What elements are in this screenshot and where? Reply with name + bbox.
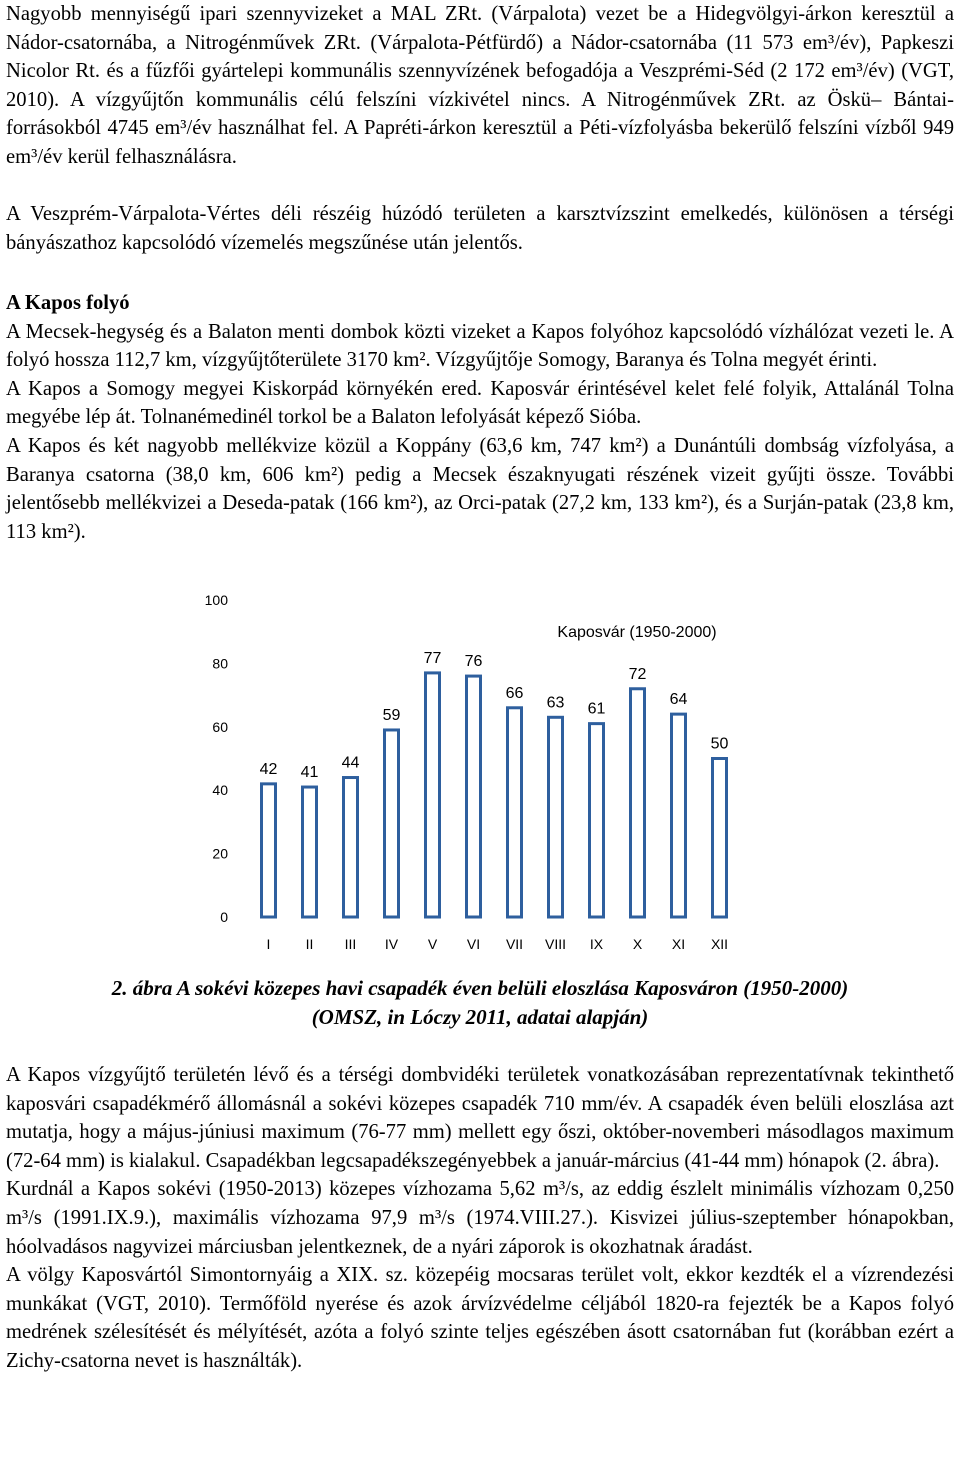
text-paragraph-7: Kurdnál a Kapos sokévi (1950-2013) közepes vízhozama 5,62 m³/s, az eddig észlelt minimális vízhozam 0,250 m³/s (1991.IX.9.), maximális vízhozama 97,9 m³/s (1974.VIII.27.). Kisvizei július-szeptember hónapokban, hóolvadásos nagyvizei márciusban jelentkeznek, de a nyári záporok is okozhatnak áradást. [6, 1178, 954, 1258]
x-tick-label: I [266, 936, 271, 952]
bar-value-label: 76 [464, 653, 483, 671]
bar-XII [713, 759, 727, 918]
bar-value-label: 41 [300, 764, 319, 782]
bar-value-label: 66 [505, 684, 524, 702]
bar-value-label: 44 [341, 754, 360, 772]
y-tick-label: 60 [212, 718, 228, 735]
x-tick-label: VIII [544, 936, 567, 952]
text-paragraph-3: A Mecsek-hegység és a Balaton menti dombok közti vizeket a Kapos folyóhoz kapcsolódó vízhálózat vezeti le. A folyó hossza 112,7 km, vízgyűjtőterülete 3170 km². Vízgyűjtője Somogy, Baranya és Tolna megyét érinti. [6, 320, 954, 372]
bar-X [631, 689, 645, 917]
section-precipitation [6, 1061, 954, 1376]
bar-value-label: 72 [628, 665, 647, 683]
x-tick-label: IV [384, 936, 399, 952]
y-axis-ticks [205, 592, 229, 925]
bar-VI [467, 676, 481, 917]
x-tick-label: XII [710, 936, 729, 952]
bars-group [259, 673, 727, 917]
text-paragraph-6: A Kapos vízgyűjtő területén lévő és a térségi dombvidéki területek vonatkozásában reprezentatívnak tekinthető kaposvári csapadékmérő állomásnál a sokévi közepes csapadék 710 mm/év. A csapadék éven belüli eloszlása azt mutatja, hogy a május-júniusi maximum (76-77 mm) mellett egy őszi, október-novemberi másodlagos maximum (72-64 mm) is kialakul. Csapadékban legcsapadékszegényebbek a január-március (41-44 mm) hónapok (2. ábra). [6, 1064, 954, 1172]
paragraph-industrial-wastewater [6, 0, 954, 172]
caption-line-2: (OMSZ, in Lóczy 2011, adatai alapján) [311, 1005, 649, 1029]
bar-IX [590, 724, 604, 917]
chart-svg [196, 582, 770, 972]
x-tick-label: IX [589, 936, 604, 952]
x-tick-label: XI [671, 936, 686, 952]
x-tick-label: III [344, 936, 357, 952]
y-tick-label: 40 [212, 782, 228, 799]
paragraph-karst-water [6, 200, 954, 257]
text-paragraph-5: A Kapos és két nagyobb mellékvize közül a Koppány (63,6 km, 747 km²) a Dunántúli dombság vízfolyása, a Baranya csatorna (38,0 km, 606 km²) pedig a Mecsek északnyugati részének vizeit gyűjti össze. További jelentősebb mellékvizei a Deseda-patak (166 km²), az Orci-patak (27,2 km, 133 km²), és a Surján-patak (23,8 km, 113 km²). [6, 434, 954, 543]
x-axis-ticks [267, 936, 729, 952]
bar-IV [385, 730, 399, 917]
y-tick-label: 20 [212, 845, 228, 862]
text-paragraph-4: A Kapos a Somogy megyei Kiskorpád környékén ered. Kaposvár érintésével kelet felé folyik, Attalánál Tolna megyébe lép át. Tolnanémedinél torkol be a Balaton lefolyását képező Sióba. [6, 377, 954, 429]
y-tick-label: 0 [220, 909, 228, 925]
bar-VIII [549, 717, 563, 917]
text-paragraph-2: A Veszprém-Várpalota-Vértes déli részéig húzódó területen a karsztvízszint emelkedés, különösen a térségi bányászathoz kapcsolódó vízemelés megszűnése után jelentős. [6, 203, 954, 254]
bar-labels-group [260, 650, 729, 781]
x-tick-label: VII [505, 936, 524, 952]
x-tick-label: II [305, 936, 314, 952]
precipitation-chart [196, 582, 770, 972]
bar-value-label: 64 [669, 691, 688, 709]
bar-value-label: 50 [710, 735, 729, 753]
x-tick-label: V [427, 936, 438, 952]
y-tick-label: 100 [204, 592, 228, 608]
section-heading: A Kapos folyó [6, 292, 130, 314]
bar-VII [508, 708, 522, 917]
text-paragraph-8: A völgy Kaposvártól Simontornyáig a XIX. sz. közepéig mocsaras terület volt, ekkor kezdték el a vízrendezési munkákat (VGT, 2010). Termőföld nyerése és azok árvízvédelme céljából 1820-ra fejezték be a Kapos folyó medrének szélesítését és mélyítését, azóta a folyó szinte teljes egészében ásott csatornában fut (korábban ezért a Zichy-csatorna nevet is használták). [6, 1264, 954, 1372]
bar-I [262, 784, 276, 917]
text-paragraph-1: Nagyobb mennyiségű ipari szennyvizeket a MAL ZRt. (Várpalota) vezet be a Hidegvölgyi-árkon keresztül a Nádor-csatornába, a Nitrogénművek ZRt. (Várpalota-Pétfürdő) a Nádor-csatornába (11 573 em³/év), Papkeszi Nicolor Rt. és a fűzfői gyártelepi kommunális szennyvízének befogadója a Veszprémi-Séd (2 172 em³/év) (VGT, 2010). A vízgyűjtőn kommunális célú felszíni vízkivétel nincs. A Nitrogénművek ZRt. az Öskü– Bántai-forrásokból 4745 em³/év használhat fel. A Papréti-árkon keresztül a Péti-vízfolyásba bekerülő felszíni vízből 949 em³/év kerül felhasználásra. [6, 3, 954, 168]
bar-value-label: 63 [546, 694, 565, 712]
section-kapos [6, 289, 954, 546]
figure-caption [6, 974, 954, 1032]
x-tick-label: X [632, 936, 643, 952]
bar-V [426, 673, 440, 917]
y-tick-label: 80 [212, 655, 228, 672]
x-tick-label: VI [466, 936, 481, 952]
bar-III [344, 778, 358, 917]
bar-value-label: 61 [587, 700, 606, 718]
bar-value-label: 59 [382, 706, 401, 724]
bar-value-label: 42 [259, 760, 278, 778]
chart-title: Kaposvár (1950-2000) [557, 624, 717, 641]
caption-line-1: 2. ábra A sokévi közepes havi csapadék éven belüli eloszlása Kaposváron (1950-2000) [111, 976, 849, 1000]
bar-value-label: 77 [423, 649, 442, 667]
bar-II [303, 787, 317, 917]
bar-XI [672, 714, 686, 917]
